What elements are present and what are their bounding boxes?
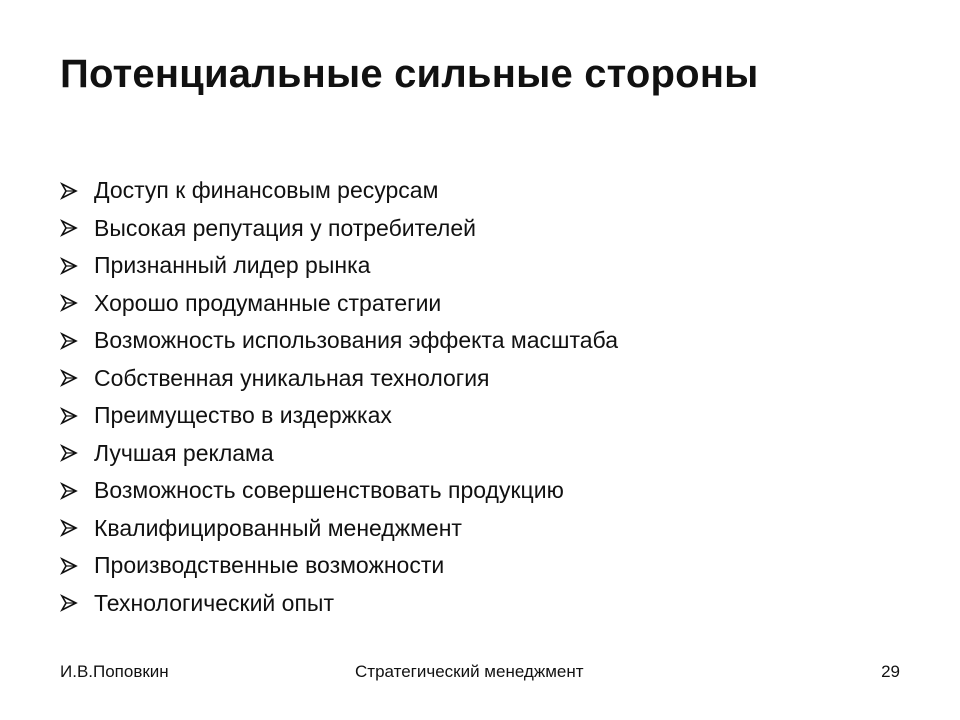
arrow-bullet-icon <box>60 594 94 612</box>
bullet-list <box>60 172 618 622</box>
list-item <box>60 285 618 323</box>
arrow-bullet-icon <box>60 557 94 575</box>
arrow-bullet-icon <box>60 444 94 462</box>
list-item <box>60 547 618 585</box>
list-item <box>60 435 618 473</box>
list-item <box>60 172 618 210</box>
list-item-text: Производственные возможности <box>94 552 445 579</box>
list-item-text: Преимущество в издержках <box>94 402 392 429</box>
arrow-bullet-icon <box>60 519 94 537</box>
list-item <box>60 210 618 248</box>
list-item-text: Хорошо продуманные стратегии <box>94 289 442 316</box>
arrow-bullet-icon <box>60 219 94 237</box>
list-item-text: Возможность использования эффекта масштаба <box>94 327 618 354</box>
list-item <box>60 472 618 510</box>
list-item-text: Собственная уникальная технология <box>94 364 490 391</box>
list-item <box>60 360 618 398</box>
page-number: 29 <box>881 662 900 681</box>
arrow-bullet-icon <box>60 332 94 350</box>
list-item-text: Возможность совершенствовать продукцию <box>94 477 564 504</box>
arrow-bullet-icon <box>60 257 94 275</box>
list-item-text: Высокая репутация у потребителей <box>94 214 476 241</box>
arrow-bullet-icon <box>60 482 94 500</box>
list-item <box>60 585 618 623</box>
list-item <box>60 247 618 285</box>
list-item <box>60 510 618 548</box>
arrow-bullet-icon <box>60 369 94 387</box>
arrow-bullet-icon <box>60 182 94 200</box>
slide-title: Потенциальные сильные стороны <box>60 52 759 96</box>
arrow-bullet-icon <box>60 407 94 425</box>
list-item <box>60 322 618 360</box>
list-item-text: Признанный лидер рынка <box>94 252 371 279</box>
list-item-text: Технологический опыт <box>94 589 334 616</box>
list-item-text: Квалифицированный менеджмент <box>94 514 462 541</box>
list-item-text: Доступ к финансовым ресурсам <box>94 177 439 204</box>
list-item <box>60 397 618 435</box>
footer-author: И.В.Поповкин <box>60 662 169 681</box>
footer-course-title: Стратегический менеджмент <box>355 662 584 681</box>
list-item-text: Лучшая реклама <box>94 439 274 466</box>
arrow-bullet-icon <box>60 294 94 312</box>
